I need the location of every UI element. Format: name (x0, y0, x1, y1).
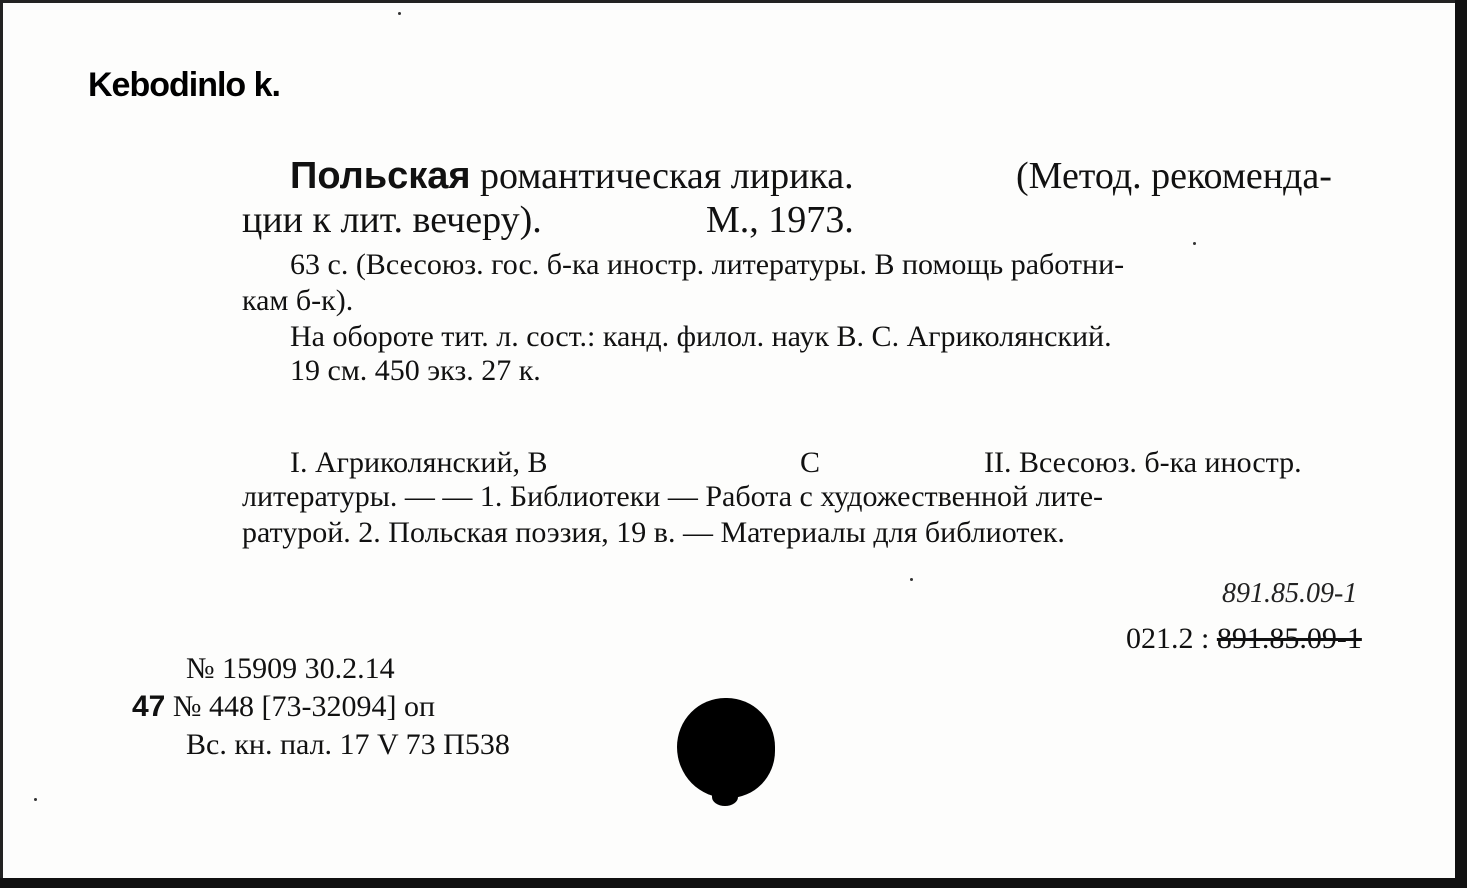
title-line-2-right: М., 1973. (706, 199, 854, 241)
handwritten-note: 891.85.09-1 (1222, 578, 1358, 609)
speck (1193, 242, 1196, 245)
note-line-1: На обороте тит. л. сост.: канд. филол. наук В. С. Агриколянский. (290, 320, 1112, 353)
card-border-bottom (0, 878, 1467, 888)
title-line-2-left: ции к лит. вечеру). (242, 199, 542, 241)
punch-hole (677, 698, 775, 798)
pages-line-2: кам б-к). (242, 284, 354, 317)
card-border-right (1455, 0, 1467, 888)
class-code-struck: 891.85.09-1 (1216, 622, 1362, 655)
registration-line-1: № 15909 30.2.14 (186, 652, 395, 685)
title-line-1 (290, 154, 854, 198)
title-tail: (Метод. рекоменда- (1016, 155, 1332, 197)
registration-line-2 (132, 690, 435, 724)
card-border-left (0, 0, 3, 888)
punch-hole-tail (712, 788, 738, 806)
index-line-3: ратурой. 2. Польская поэзия, 19 в. — Материалы для библиотек. (242, 516, 1065, 549)
index-line-1-c: II. Всесоюз. б-ка иностр. (984, 446, 1302, 479)
class-code (1126, 622, 1362, 656)
registration-line-3: Вс. кн. пал. 17 V 73 П538 (186, 728, 510, 761)
index-line-1-a: I. Агриколянский, В (290, 446, 548, 479)
registration-number: 47 (132, 690, 166, 723)
index-line-2: литературы. — — 1. Библиотеки — Работа с художественной лите- (242, 480, 1104, 513)
note-line-2: 19 см. 450 экз. 27 к. (290, 354, 541, 387)
registration-text: № 448 [73-32094] оп (172, 690, 436, 723)
index-line-1-b: С (800, 446, 821, 479)
speck (34, 798, 37, 801)
title-rest: романтическая лирика. (480, 155, 854, 197)
title-bold-word: Польская (290, 155, 471, 197)
speck (398, 12, 401, 15)
card-border-top (0, 0, 1467, 3)
class-code-prefix: 021.2 : (1126, 622, 1217, 655)
pages-line-1: 63 с. (Всесоюз. гос. б-ка иностр. литературы. В помощь работни- (290, 248, 1125, 281)
speck (910, 578, 913, 581)
library-stamp: Kebodinlo k. (88, 66, 280, 104)
